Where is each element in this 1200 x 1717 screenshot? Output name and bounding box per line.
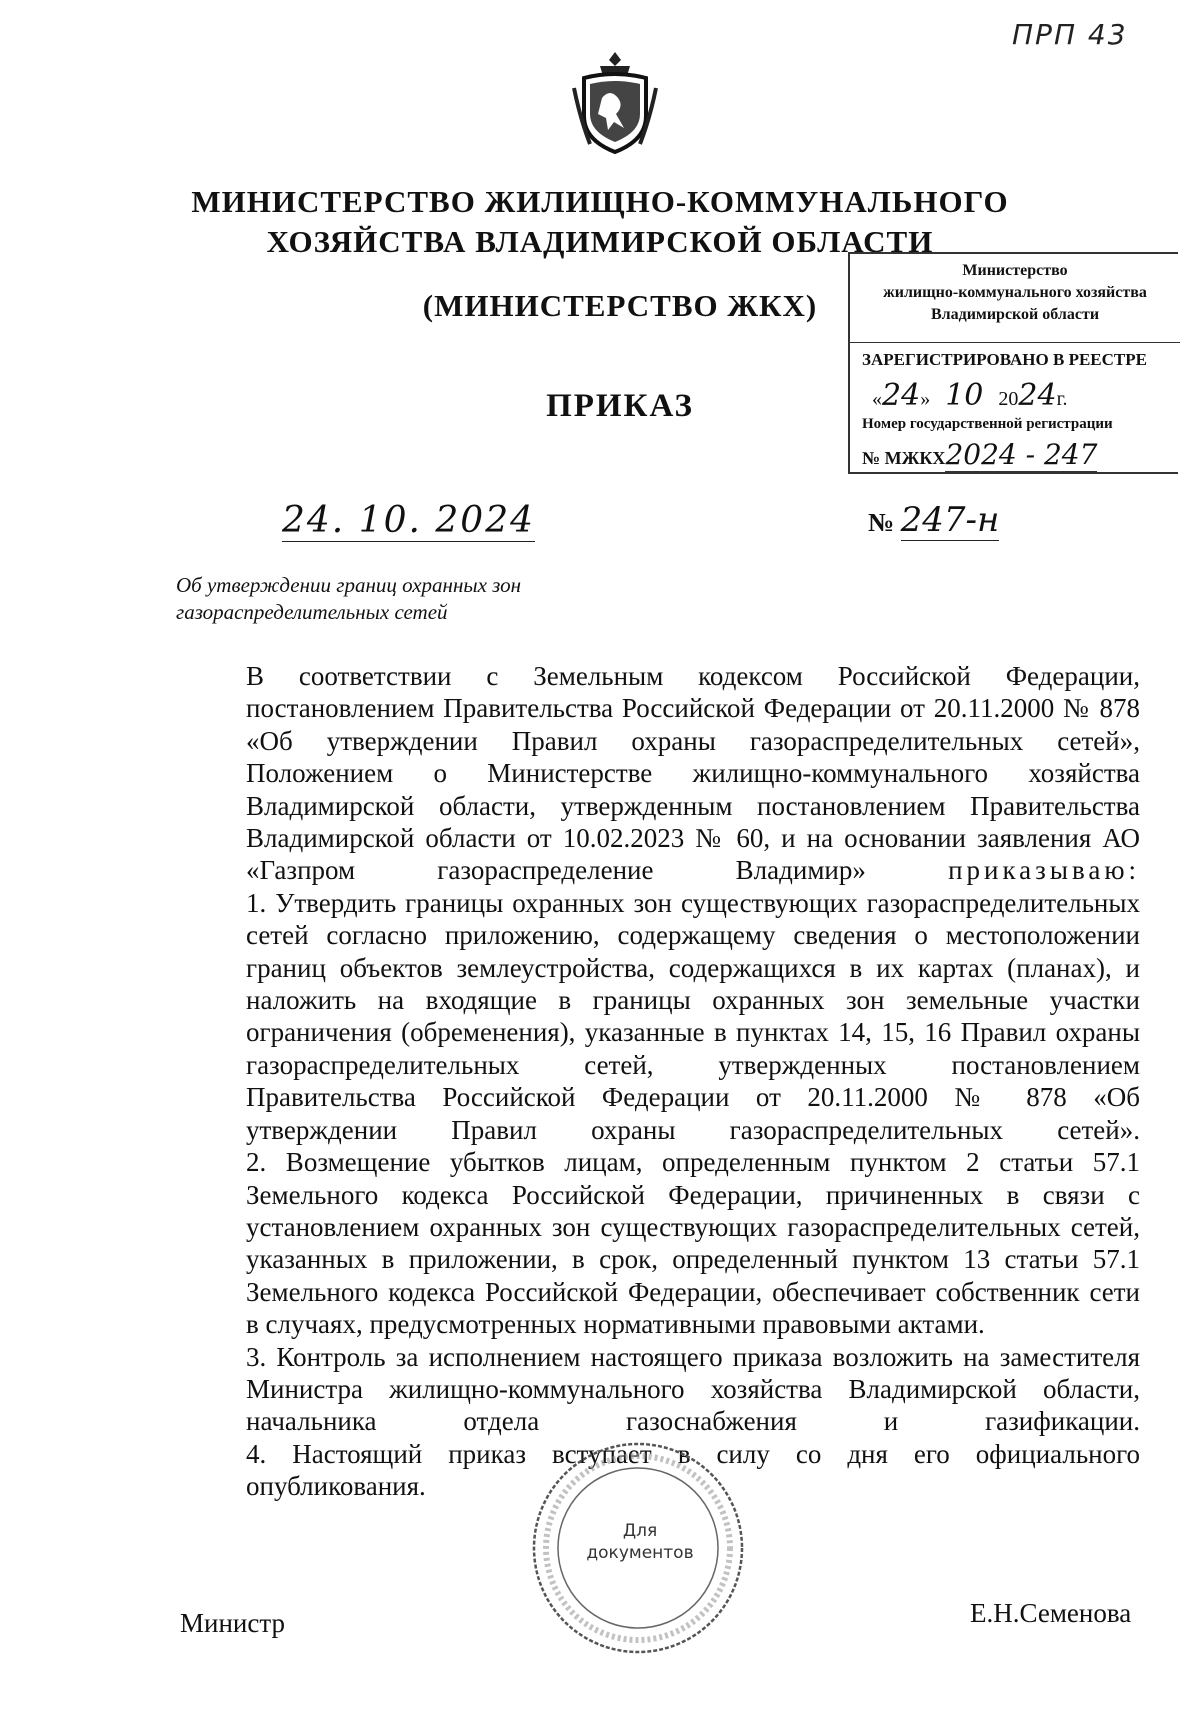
order-item-3: 3. Контроль за исполнением настоящего приказа возложить на заместителя Министра жилищно-коммунального хозяйства Владимирской области, начальника отдела газоснабжения и газификации. bbox=[246, 1341, 1140, 1437]
signer-name: Е.Н.Семенова bbox=[970, 1598, 1132, 1628]
registration-number-value: 2024 - 247 bbox=[945, 438, 1098, 471]
preamble-paragraph bbox=[176, 660, 1140, 887]
order-subject bbox=[176, 572, 596, 626]
document-type-heading: ПРИКАЗ bbox=[546, 388, 694, 424]
ministry-title-line2: ХОЗЯЙСТВА ВЛАДИМИРСКОЙ ОБЛАСТИ bbox=[266, 224, 934, 259]
registration-year-suffix: 24 bbox=[1018, 378, 1057, 413]
round-seal-center-text bbox=[560, 1520, 720, 1564]
registration-number bbox=[862, 438, 1097, 471]
order-body bbox=[176, 660, 1140, 1503]
registration-number-prefix: № МЖКХ bbox=[862, 448, 946, 468]
registration-day: 24 bbox=[882, 378, 921, 413]
round-seal-line1: Для bbox=[622, 1521, 658, 1541]
registration-date: «24» 10 2024г. bbox=[872, 378, 1068, 413]
order-number-prefix: № bbox=[868, 508, 895, 537]
signer-role: Министр bbox=[180, 1608, 285, 1638]
coat-of-arms-emblem bbox=[570, 48, 660, 158]
reg-org-line3: Владимирской области bbox=[930, 306, 1100, 323]
registration-stamp-org bbox=[850, 260, 1180, 326]
order-date: 24. 10. 2024 bbox=[282, 500, 536, 541]
order-item-2: 2. Возмещение убытков лицам, определенным пунктом 2 статьи 57.1 Земельного кодекса Российской Федерации, причиненных в связи с установлением охранных зон существующих газораспределительных сетей, указанных в приложении, в срок, определенный пунктом 13 статьи 57.1 Земельного кодекса Российской Федерации, обеспечивает собственник сети в случаях, предусмотренных нормативными правовыми актами. bbox=[246, 1147, 1140, 1340]
ministry-title-line1: МИНИСТЕРСТВО ЖИЛИЩНО-КОММУНАЛЬНОГО bbox=[191, 184, 1009, 219]
registration-number-label: Номер государственной регистрации bbox=[862, 416, 1113, 432]
order-subject-line2: газораспределительных сетей bbox=[176, 600, 448, 624]
order-item-1: 1. Утвердить границы охранных зон существующих газораспределительных сетей согласно приложению, содержащему сведения о местоположении границ объектов землеустройства, содержащихся в их картах (планах), и наложить на входящие в границы охранных зон земельные участки ограничения (обременения), указанные в пунктах 14, 15, 16 Правил охраны газораспределительных сетей, утвержденных постановлением Правительства Российской Федерации от 20.11.2000 № 878 «Об утверждении Правил охраны газораспределительных сетей». bbox=[246, 887, 1140, 1145]
order-number bbox=[868, 500, 999, 540]
registration-stamp-divider bbox=[850, 342, 1180, 343]
order-item-4: 4. Настоящий приказ вступает в силу со дня его официального опубликования. bbox=[246, 1438, 1140, 1502]
registration-year-unit: г. bbox=[1056, 388, 1068, 410]
preamble-verb: приказываю: bbox=[948, 855, 1141, 886]
preamble-text: В соответствии с Земельным кодексом Российской Федерации, постановлением Правительства Российской Федерации от 20.11.2000 № 878 «Об утверждении Правил охраны газораспределительных сетей», Положением о Министерстве жилищно-коммунального хозяйства Владимирской области, утвержденным постановлением Правительства Владимирской области от 10.02.2023 № 60, и на основании заявления АО «Газпром газораспределение Владимир» bbox=[246, 661, 1140, 886]
reg-org-line1: Министерство bbox=[962, 262, 1068, 279]
handwritten-corner-note: ПРП 43 bbox=[1012, 18, 1128, 51]
registration-stamp bbox=[848, 252, 1178, 474]
registration-label: ЗАРЕГИСТРИРОВАНО В РЕЕСТРЕ bbox=[862, 350, 1147, 369]
registration-year-prefix: 20 bbox=[998, 388, 1019, 410]
ministry-title bbox=[160, 182, 1040, 262]
order-subject-line1: Об утверждении границ охранных зон bbox=[176, 573, 522, 597]
ministry-short-name: (МИНИСТЕРСТВО ЖКХ) bbox=[422, 288, 818, 323]
reg-org-line2: жилищно-коммунального хозяйства bbox=[883, 284, 1147, 301]
round-seal-line2: документов bbox=[586, 1543, 694, 1563]
order-number-value: 247-н bbox=[900, 500, 1000, 540]
registration-month: 10 bbox=[945, 378, 984, 413]
